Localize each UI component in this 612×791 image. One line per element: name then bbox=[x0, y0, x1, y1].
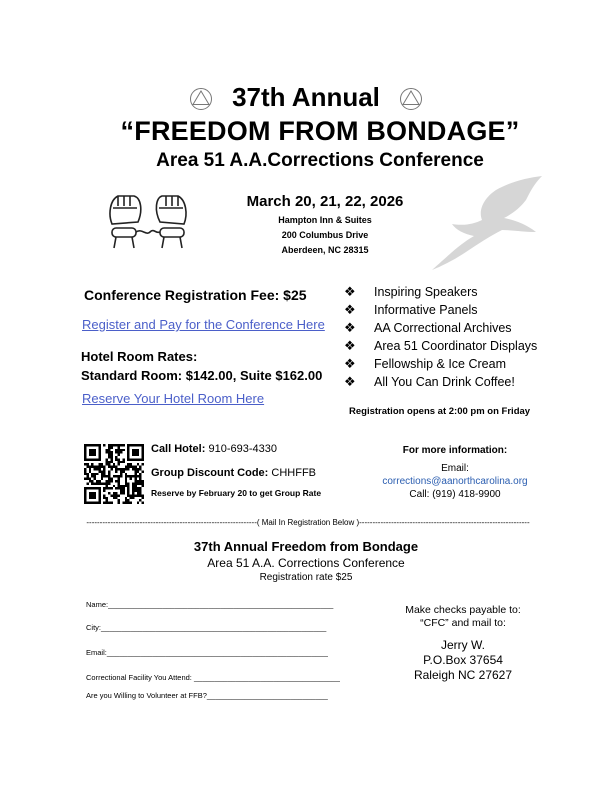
call-hotel bbox=[151, 443, 277, 455]
title-conference: Area 51 A.A.Corrections Conference bbox=[156, 150, 484, 171]
dash-left: ---------------------------------------------------------------- bbox=[86, 518, 257, 527]
diamond-bullet-icon: ❖ bbox=[344, 302, 356, 317]
email-field[interactable]: Email:_____________________________________________________ bbox=[86, 648, 328, 657]
venue-city: Aberdeen, NC 28315 bbox=[281, 245, 369, 255]
list-item: ❖ Area 51 Coordinator Displays bbox=[344, 338, 538, 353]
registration-fee: Conference Registration Fee: $25 bbox=[84, 287, 307, 303]
diamond-bullet-icon: ❖ bbox=[344, 338, 356, 353]
aa-triangle-logo-icon bbox=[189, 87, 213, 111]
discount-code bbox=[151, 467, 316, 479]
diamond-bullet-icon: ❖ bbox=[344, 374, 356, 389]
code-value: CHHFFB bbox=[271, 467, 316, 479]
checks-payable: Make checks payable to: “CFC” and mail to: bbox=[405, 604, 521, 629]
diamond-bullet-icon: ❖ bbox=[344, 320, 356, 335]
list-item: ❖ Informative Panels bbox=[344, 302, 478, 317]
registration-opens: Registration opens at 2:00 pm on Friday bbox=[349, 406, 531, 417]
email-label: Email: bbox=[441, 463, 469, 474]
list-item: ❖ All You Can Drink Coffee! bbox=[344, 374, 515, 389]
phone: Call: (919) 418-9900 bbox=[409, 489, 501, 500]
code-label: Group Discount Code: bbox=[151, 467, 269, 479]
features-list bbox=[344, 283, 537, 391]
reserve-note: Reserve by February 20 to get Group Rate bbox=[151, 488, 322, 498]
city-field[interactable]: City:______________________________________________________ bbox=[86, 623, 327, 632]
mail-in-separator: ----------------------------------------------------------------( Mail In Registration Below )---------------------------------------------------------------- bbox=[86, 518, 530, 527]
aa-triangle-logo-icon bbox=[399, 87, 423, 111]
info-heading: For more information: bbox=[402, 445, 508, 456]
title-line-1 bbox=[0, 82, 612, 113]
diamond-bullet-icon: ❖ bbox=[344, 356, 356, 371]
facility-field[interactable]: Correctional Facility You Attend: ___________________________________ bbox=[86, 673, 340, 682]
dash-right: ---------------------------------------------------------------- bbox=[359, 518, 530, 527]
list-item: ❖ AA Correctional Archives bbox=[344, 320, 512, 335]
venue-street: 200 Columbus Drive bbox=[281, 230, 369, 240]
reserve-hotel-link[interactable]: Reserve Your Hotel Room Here bbox=[82, 391, 265, 406]
name-field[interactable]: Name:______________________________________________________ bbox=[86, 600, 334, 609]
qr-code[interactable] bbox=[84, 444, 144, 504]
rates-heading: Hotel Room Rates: bbox=[81, 349, 198, 364]
list-item: ❖ Fellowship & Ice Cream bbox=[344, 356, 506, 371]
register-link[interactable]: Register and Pay for the Conference Here bbox=[82, 317, 325, 332]
handcuffed-fists-icon bbox=[104, 190, 192, 250]
mail-in-title: 37th Annual Freedom from Bondage bbox=[193, 539, 419, 554]
title-annual: 37th Annual bbox=[232, 82, 380, 112]
volunteer-field[interactable]: Are you Willing to Volunteer at FFB?_____________________________ bbox=[86, 691, 328, 700]
email-address[interactable]: corrections@aanorthcarolina.org bbox=[382, 476, 528, 487]
more-info bbox=[380, 444, 530, 501]
venue-address bbox=[220, 213, 430, 258]
list-item: ❖ Inspiring Speakers bbox=[344, 284, 478, 299]
title-freedom: “FREEDOM FROM BONDAGE” bbox=[120, 116, 520, 146]
mailing-address: Jerry W. P.O.Box 37654 Raleigh NC 27627 bbox=[413, 638, 513, 682]
venue-name: Hampton Inn & Suites bbox=[278, 215, 372, 225]
event-dates: March 20, 21, 22, 2026 bbox=[246, 193, 404, 210]
rates-values: Standard Room: $142.00, Suite $162.00 bbox=[81, 368, 323, 383]
eagle-silhouette-icon bbox=[430, 174, 546, 274]
mail-in-rate: Registration rate $25 bbox=[259, 572, 353, 583]
call-label: Call Hotel: bbox=[151, 443, 206, 455]
mail-in-subtitle: Area 51 A.A. Corrections Conference bbox=[207, 556, 405, 570]
diamond-bullet-icon: ❖ bbox=[344, 284, 356, 299]
hotel-rates bbox=[81, 347, 322, 385]
call-number: 910-693-4330 bbox=[208, 443, 277, 455]
